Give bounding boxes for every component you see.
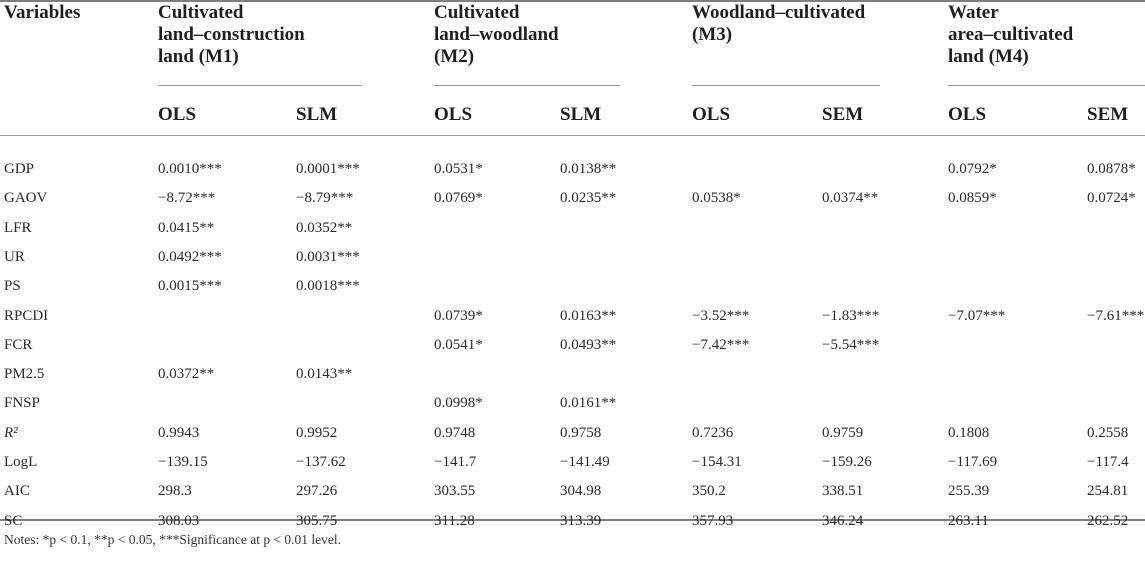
model-header-line: land (M1) (158, 46, 239, 67)
table-cell: 357.93 (692, 512, 734, 529)
estimator-header-ols: OLS (692, 104, 731, 125)
estimator-header-sem: SEM (822, 104, 864, 125)
row-label: LogL (4, 454, 38, 470)
table-cell: −154.31 (692, 454, 742, 470)
row-label: SC (4, 512, 23, 529)
model-header-1 (158, 2, 373, 68)
table-cell: 0.0015*** (158, 278, 222, 295)
table-cell: 0.0739* (434, 307, 483, 324)
table-cell: 0.0724* (1087, 190, 1136, 207)
table-cell: 0.0531* (434, 161, 483, 177)
table-cell: −137.62 (296, 454, 346, 470)
row-label: PM2.5 (4, 366, 45, 383)
table-cell: 263.11 (948, 512, 989, 529)
table-cell: 298.3 (158, 483, 192, 500)
table-cell: −141.49 (560, 454, 610, 470)
table-cell: 0.7236 (692, 424, 734, 441)
table-cell: 0.0859* (948, 190, 997, 207)
model-header-line: Cultivated (158, 2, 244, 23)
table-cell: −8.79*** (296, 190, 354, 207)
table-cell: 0.1808 (948, 424, 990, 441)
table-cell: 0.0374** (822, 190, 879, 207)
table-cell: 0.0538* (692, 190, 741, 207)
table-cell: 0.0541* (434, 336, 483, 353)
estimator-header-ols: OLS (434, 104, 473, 125)
table-cell: 338.51 (822, 483, 864, 500)
row-label: LFR (4, 219, 32, 236)
table-cell: −139.15 (158, 454, 208, 470)
table-cell: −159.26 (822, 454, 872, 470)
row-label: FNSP (4, 395, 40, 412)
row-label: GDP (4, 161, 35, 177)
row-label: UR (4, 248, 25, 265)
model-header-line: (M2) (434, 46, 475, 67)
row-label: FCR (4, 336, 33, 353)
table-cell: 0.9758 (560, 424, 602, 441)
table-cell: −7.61*** (1087, 307, 1145, 324)
table-cell: −3.52*** (692, 307, 750, 324)
table-cell: 0.0143** (296, 366, 353, 383)
table-cell: 0.0010*** (158, 161, 222, 177)
table-cell: 0.9748 (434, 424, 476, 441)
table-cell: 0.0493** (560, 336, 617, 353)
table-cell: 0.0769* (434, 190, 483, 207)
table-cell: 0.0031*** (296, 248, 360, 265)
model-header-line: land–construction (158, 24, 305, 45)
notes-text: *p < 0.1, **p < 0.05, ***Significance at p < 0.01 level. (42, 532, 342, 547)
estimator-header-sem: SEM (1087, 104, 1129, 125)
model-header-line: land–woodland (434, 24, 559, 45)
estimator-header-ols: OLS (948, 104, 987, 125)
model-header-rule (948, 85, 1145, 86)
table-cell: 308.03 (158, 512, 200, 529)
table-cell: 0.0163** (560, 307, 617, 324)
header-bottom-rule (0, 135, 1145, 136)
estimator-header-slm: SLM (560, 104, 602, 125)
row-label: AIC (4, 483, 30, 500)
model-header-rule (434, 85, 620, 86)
table-cell: 0.0001*** (296, 161, 360, 177)
model-header-rule (692, 85, 880, 86)
table-cell: 0.9759 (822, 424, 864, 441)
estimator-header-ols: OLS (158, 104, 197, 125)
table-cell: 303.55 (434, 483, 476, 500)
table-cell: −7.42*** (692, 336, 750, 353)
table-cell: 0.0792* (948, 161, 997, 177)
table-cell: −141.7 (434, 454, 477, 470)
model-header-line: land (M4) (948, 46, 1029, 67)
table-cell: 0.9943 (158, 424, 200, 441)
estimator-header-slm: SLM (296, 104, 338, 125)
model-header-line: area–cultivated (948, 24, 1074, 45)
table-cell: −1.83*** (822, 307, 880, 324)
table-cell: 346.24 (822, 512, 864, 529)
table-cell: −117.4 (1087, 454, 1129, 470)
table-cell: −5.54*** (822, 336, 880, 353)
model-header-line: Water (948, 2, 999, 23)
model-header-line: (M3) (692, 24, 733, 45)
table-cell: 304.98 (560, 483, 602, 500)
table-cell: 0.0352** (296, 219, 353, 236)
table-cell: 0.0415** (158, 219, 215, 236)
table-cell: 0.0878* (1087, 161, 1136, 177)
model-header-3 (692, 2, 907, 46)
table-cell: 305.75 (296, 512, 338, 529)
table-cell: −8.72*** (158, 190, 216, 207)
variables-header: Variables (4, 2, 81, 23)
table-cell: 313.39 (560, 512, 602, 529)
model-header-rule (158, 85, 362, 86)
table-cell: 255.39 (948, 483, 990, 500)
table-cell: 350.2 (692, 483, 726, 500)
table-cell: 0.2558 (1087, 424, 1129, 441)
notes-prefix: Notes: (4, 532, 43, 547)
table-cell: 0.9952 (296, 424, 338, 441)
table-notes (4, 532, 341, 548)
model-header-line: Cultivated (434, 2, 520, 23)
table-cell: −117.69 (948, 454, 998, 470)
table-cell: 0.0492*** (158, 248, 222, 265)
model-header-4 (948, 2, 1145, 68)
table-cell: −7.07*** (948, 307, 1006, 324)
row-label: GAOV (4, 190, 48, 207)
table-cell: 311.28 (434, 512, 475, 529)
table-cell: 262.52 (1087, 512, 1129, 529)
model-header-line: Woodland–cultivated (692, 2, 866, 23)
table-cell: 0.0018*** (296, 278, 360, 295)
row-label: PS (4, 278, 21, 295)
row-label: RPCDI (4, 307, 49, 324)
table-cell: 0.0161** (560, 395, 617, 412)
table-cell: 254.81 (1087, 483, 1129, 500)
row-label: R² (4, 424, 18, 441)
table-cell: 297.26 (296, 483, 338, 500)
table-cell: 0.0138** (560, 161, 617, 177)
table-cell: 0.0998* (434, 395, 483, 412)
table-cell: 0.0235** (560, 190, 617, 207)
model-header-2 (434, 2, 649, 68)
table-cell: 0.0372** (158, 366, 215, 383)
